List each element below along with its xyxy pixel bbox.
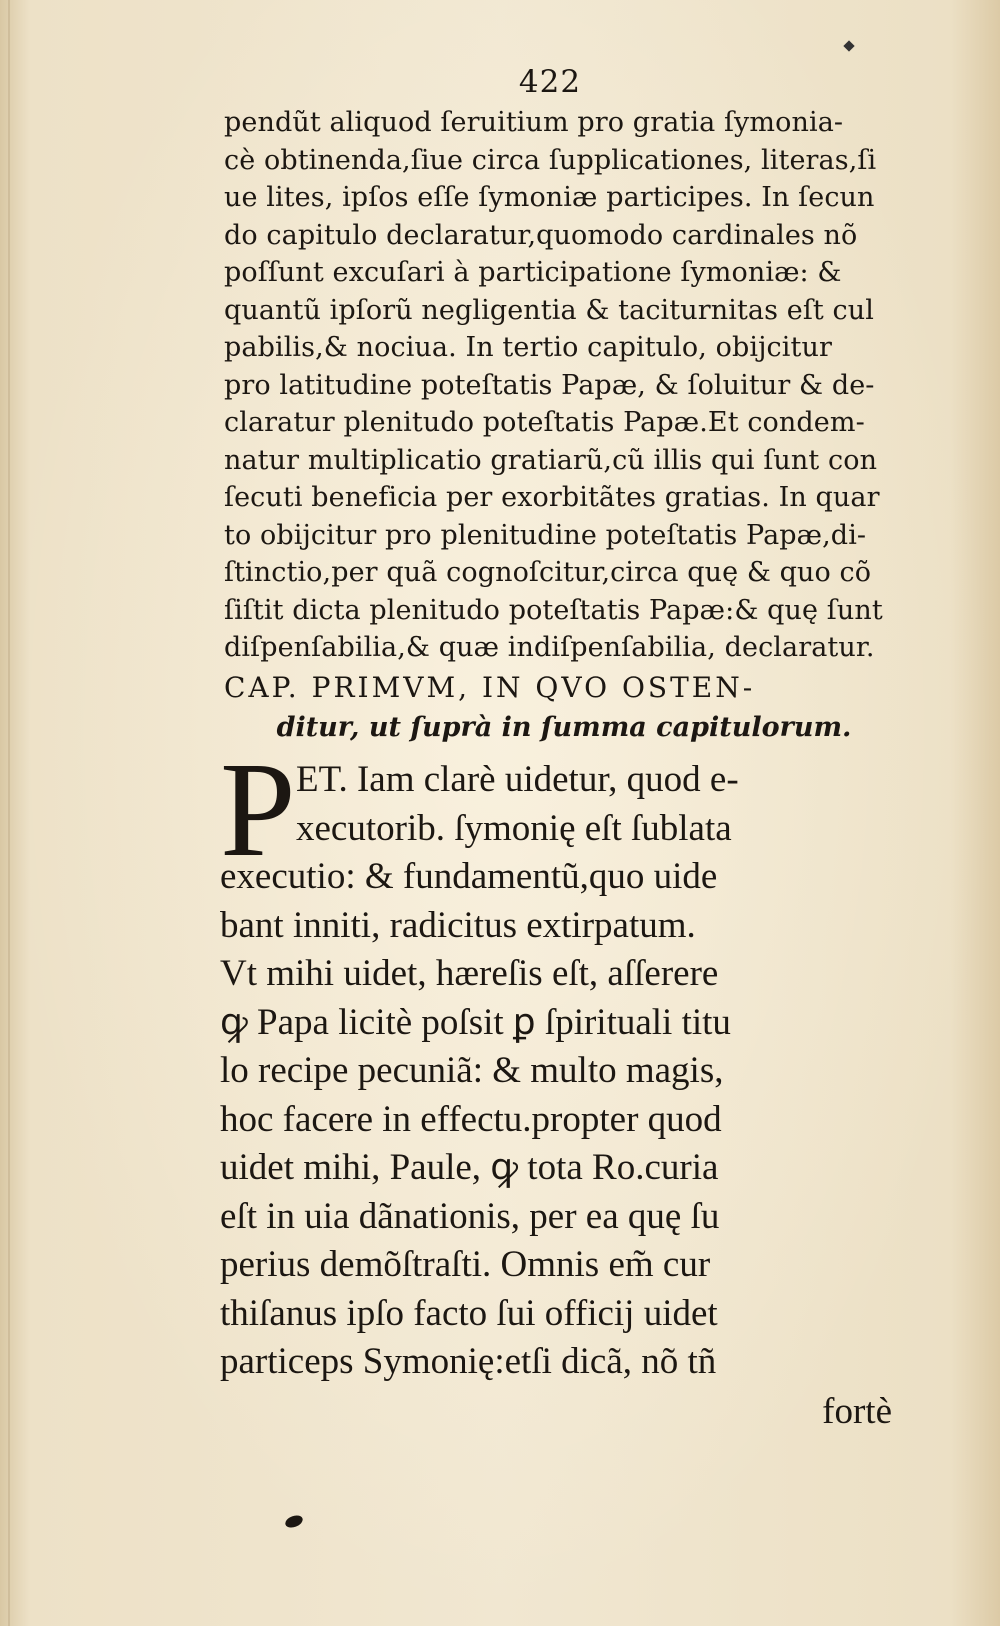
body-line: thiſanus ipſo facto ſui officij uidet [220,1292,718,1334]
summary-line: pro latitudine poteſtatis Papæ, & ſoluitur & de- [224,369,875,401]
chapter-title-block [224,668,884,749]
body-line: particeps Symonię:etſi dicã, nõ tñ [220,1341,717,1382]
summary-line: cè obtinenda,ſiue circa ſupplicationes, literas,ſi [224,144,877,176]
body-line: ET. Iam clarè uidetur, quod e- [296,759,739,800]
body-line: executio: & fundamentũ,quo uide [220,856,718,897]
page-number: 422 [518,64,582,100]
summary-line: poſſunt excuſari à participatione ſymoniæ: & [224,257,842,288]
summary-line: claratur plenitudo poteſtatis Papæ.Et condem- [224,407,865,438]
body-line: bant inniti, radicitus extirpatum. [220,904,696,946]
body-line: uidet mihi, Paule, ꝙ tota Ro.curia [220,1147,719,1188]
summary-line: ſiſtit dicta plenitudo poteſtatis Papæ:& quę ſunt [224,594,883,626]
body-line: perius demõſtraſti. Omnis em̃ cur [220,1244,711,1285]
summary-line: to obijcitur pro plenitudine poteſtatis Papæ,di- [224,519,867,551]
summary-line: ſecuti beneficia per exorbitãtes gratias. In quar [224,482,880,513]
page-gutter [8,0,10,1626]
summary-line: diſpenſabilia,& quæ indiſpenſabilia, declaratur. [224,632,875,663]
summary-line: pabilis,& nociua. In tertio capitulo, obijcitur [224,332,832,363]
summary-line: ue lites, ipſos eſſe ſymoniæ participes. In ſecun [224,182,875,213]
catchword: fortè [822,1391,892,1432]
summary-line: do capitulo declaratur,quomodo cardinales nõ [224,219,858,251]
ink-blot [284,1513,305,1529]
chapter-heading: CAP. PRIMVM, IN QVO OSTEN- [224,671,756,704]
drop-cap: P [220,735,296,885]
summary-line: natur multiplicatio gratiarũ,cũ illis qui ſunt con [224,444,878,476]
body-line: ꝙ Papa licitè poſsit ꝑ ſpirituali titu [220,1001,731,1043]
body-line: Vt mihi uidet, hæreſis eſt, aſſerere [220,953,719,994]
summary-line: quantũ ipſorũ negligentia & taciturnitas eſt cul [224,294,874,326]
body-line: lo recipe pecuniã: & multo magis, [220,1050,724,1091]
body-line: eſt in uia dãnationis, per ea quę ſu [220,1195,720,1237]
dialogue-text [220,735,890,1387]
body-line: hoc facere in effectu.propter quod [220,1098,722,1140]
summary-line: ſtinctio,per quã cognoſcitur,circa quę & quo cõ [224,557,872,588]
summary-line: pendũt aliquod ſeruitium pro gratia ſymonia- [224,107,844,138]
ink-mark [843,40,854,51]
chapter-summary [224,104,884,667]
chapter-subheading: ditur, ut ſuprà in ſumma capitulorum. [276,712,852,743]
body-line: xecutorib. ſymonię eſt ſublata [296,807,732,849]
